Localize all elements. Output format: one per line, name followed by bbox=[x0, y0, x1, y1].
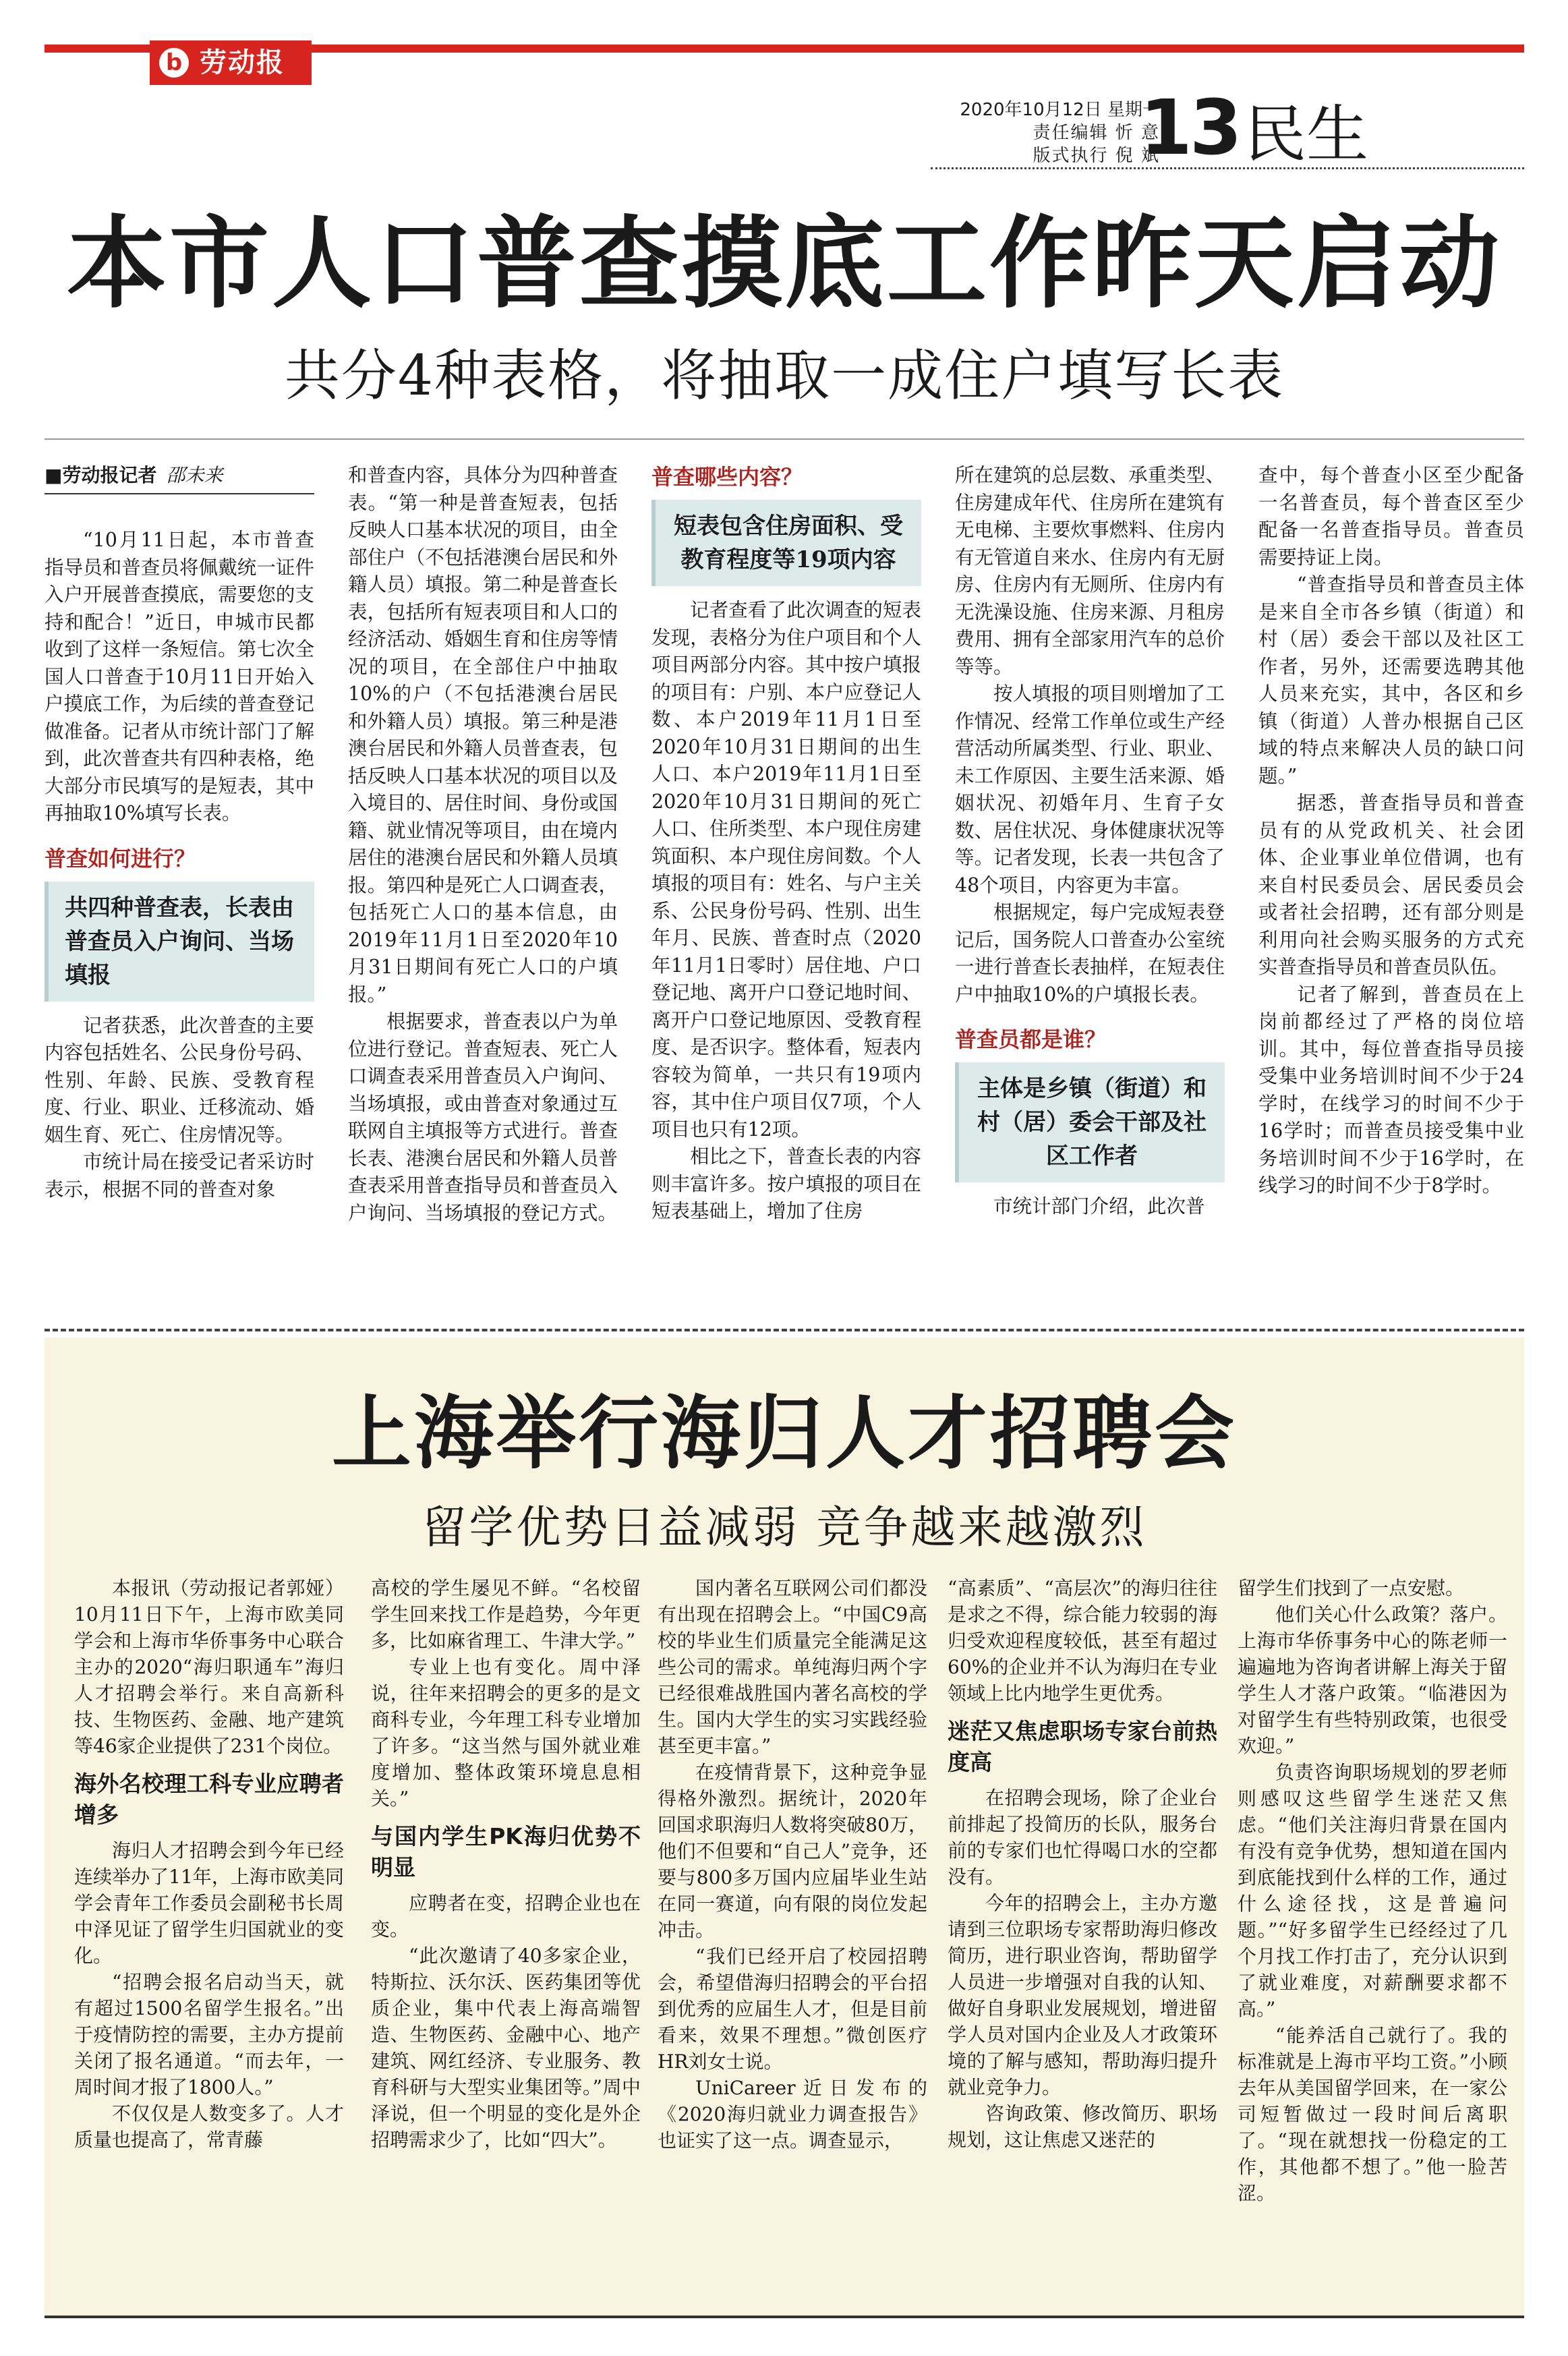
paragraph: 负责咨询职场规划的罗老师则感叹这些留学生迷茫又焦虑。“他们关注海归背景在国内有没有竞争优势，想知道在国内到底能找到什么样的工作，通过什么途径找，这是普遍问题。”“好多留学生已经经过了几个月找工作打击了，充分认识到了就业难度，对薪酬要求都不高。” bbox=[1238, 1761, 1507, 2020]
highlight-box: 主体是乡镇（街道）和村（居）委会干部及社区工作者 bbox=[955, 1062, 1225, 1182]
byline bbox=[45, 462, 314, 494]
paragraph: 记者获悉，此次普查的主要内容包括姓名、公民身份号码、性别、年龄、民族、受教育程度、行业、职业、迁移流动、婚姻生育、死亡、住房情况等。 bbox=[45, 1014, 314, 1146]
page-bottom-rule bbox=[45, 2316, 1524, 2318]
paragraph: 不仅仅是人数变多了。人才质量也提高了，常青藤 bbox=[74, 2102, 344, 2151]
paragraph: 按人填报的项目则增加了工作情况、经常工作单位或生产经营活动所属类型、行业、职业、未工作原因、主要生活来源、婚姻状况、初婚年月、生育子女数、居住状况、身体健康状况等等。记者发现，长表一共包含了48个项目，内容更为丰富。 bbox=[955, 683, 1225, 896]
paragraph: 据悉，普查指导员和普查员有的从党政机关、社会团体、企业事业单位借调，也有来自村民委员会、居民委员会或者社会招聘，还有部分则是利用向社会购买服务的方式充实普查指导员和普查员队伍。 bbox=[1258, 792, 1524, 978]
paragraph: 和普查内容，具体分为四种普查表。“第一种是普查短表，包括反映人口基本状况的项目，由全部住户（不包括港澳台居民和外籍人员）填报。第二种是普查长表，包括所有短表项目和人口的经济活动、婚姻生育和住房等情况的项目，在全部住户中抽取10%的户（不包括港澳台居民和外籍人员）填报。第三种是港澳台居民和外籍人员普查表，包括反映人口基本状况的项目以及入境目的、居住时间、身份或国籍、就业情况等项目，由在境内居住的港澳台居民和外籍人员填报。第四种是死亡人口调查表，包括死亡人口的基本信息，由2019年11月1日至2020年10月31日期间有死亡人口的户填报。” bbox=[348, 464, 618, 1006]
paragraph: 海归人才招聘会到今年已经连续举办了11年，上海市欧美同学会青年工作委员会副秘书长周中泽见证了留学生归国就业的变化。 bbox=[74, 1839, 344, 1967]
article1-column-1 bbox=[45, 462, 314, 1203]
paragraph: 国内著名互联网公司们都没有出现在招聘会上。“中国C9高校的毕业生们质量完全能满足这些公司的需求。单纯海归两个字已经很难战胜国内著名高校的学生。国内大学生的实习实践经验甚至更丰富。” bbox=[658, 1577, 927, 1757]
section-heading: 与国内学生PK海归优势不明显 bbox=[371, 1823, 641, 1880]
paragraph: “高素质”、“高层次”的海归往往是求之不得，综合能力较弱的海归受欢迎程度较低，甚至有超过60%的企业并不认为海归在专业领域上比内地学生更优秀。 bbox=[948, 1577, 1217, 1704]
section-question: 普查哪些内容？ bbox=[651, 464, 803, 490]
section-name: 民生 bbox=[1244, 98, 1369, 171]
article2-column-4 bbox=[948, 1575, 1217, 2153]
paragraph: “我们已经开启了校园招聘会，希望借海归招聘会的平台招到优秀的应届生人才，但是目前看来，效果不理想。”微创医疗HR刘女士说。 bbox=[658, 1945, 927, 2073]
paragraph: “此次邀请了40多家企业，特斯拉、沃尔沃、医药集团等优质企业，集中代表上海高端智造、生物医药、金融中心、地产建筑、网红经济、专业服务、教育科研与大型实业集团等。”周中泽说，但一个明显的变化是外企招聘需求少了，比如“四大”。 bbox=[371, 1945, 641, 2151]
byline-name: 邵未来 bbox=[166, 464, 223, 486]
paragraph: “10月11日起，本市普查指导员和普查员将佩戴统一证件入户开展普查摸底，需要您的支持和配合！”近日，申城市民都收到了这样一条短信。第七次全国人口普查于10月11日开始入户摸底工作，为后续的普查登记做准备。记者从市统计部门了解到，此次普查共有四种表格，绝大部分市民填写的是短表，其中再抽取10%填写长表。 bbox=[45, 529, 314, 824]
article1-subheadline: 共分4种表格，将抽取一成住户填写长表 bbox=[284, 344, 1285, 408]
section-question: 普查如何进行？ bbox=[45, 845, 196, 871]
section-heading: 迷茫又焦虑职场专家台前热度高 bbox=[948, 1718, 1217, 1775]
paragraph: 相比之下，普查长表的内容则丰富许多。按户填报的项目在短表基础上，增加了住房 bbox=[651, 1145, 921, 1222]
paragraph: 今年的招聘会上，主办方邀请到三位职场专家帮助海归修改简历，进行职业咨询，帮助留学人员进一步增强对自我的认知、做好自身职业发展规划，增进留学人员对国内企业及人才政策环境的了解与感知，帮助海归提升就业竞争力。 bbox=[948, 1892, 1217, 2098]
header-dotted-rule bbox=[931, 167, 1524, 169]
issue-date: 2020年10月12日 星期一 bbox=[960, 100, 1160, 120]
paragraph: “招聘会报名启动当天，就有超过1500名留学生报名。”出于疫情防控的需要，主办方提前关闭了报名通道。“而去年，一周时间才报了1800人。” bbox=[74, 1971, 344, 2098]
newspaper-logo bbox=[150, 40, 312, 85]
paragraph: 他们关心什么政策？落户。上海市华侨事务中心的陈老师一遍遍地为咨询者讲解上海关于留学生人才落户政策。“临港因为对留学生有些特别政策，也很受欢迎。” bbox=[1238, 1603, 1507, 1757]
article1-column-3 bbox=[651, 462, 921, 1226]
article1-column-2 bbox=[348, 462, 618, 1227]
article-separator bbox=[45, 1329, 1524, 1331]
page-number: 13 bbox=[1140, 84, 1240, 172]
paragraph: 高校的学生屡见不鲜。“名校留学生回来找工作是趋势，今年更多，比如麻省理工、牛津大学。” bbox=[371, 1577, 641, 1652]
article1-column-5 bbox=[1258, 462, 1524, 1200]
paragraph: 市统计局在接受记者采访时表示，根据不同的普查对象 bbox=[45, 1151, 314, 1201]
paragraph: 市统计部门介绍，此次普 bbox=[993, 1195, 1205, 1217]
article1-column-4 bbox=[955, 462, 1225, 1221]
article1-headline: 本市人口普查摸底工作昨天启动 bbox=[67, 204, 1502, 322]
paragraph: “能养活自己就行了。我的标准就是上海市平均工资。”小顾去年从美国留学回来，在一家公司短暂做过一段时间后离职了。“现在就想找一份稳定的工作，其他都不想了。”他一脸苦涩。 bbox=[1238, 2024, 1507, 2204]
paragraph: 在招聘会现场，除了企业台前排起了投简历的长队，服务台前的专家们也忙得喝口水的空都没有。 bbox=[948, 1787, 1217, 1888]
article2-column-2 bbox=[371, 1575, 641, 2153]
byline-label: ■劳动报记者 bbox=[45, 464, 157, 486]
highlight-box: 短表包含住房面积、受教育程度等19项内容 bbox=[651, 500, 921, 586]
paragraph: 咨询政策、修改简历、职场规划，这让焦虑又迷茫的 bbox=[948, 2102, 1217, 2151]
paragraph: 查中，每个普查小区至少配备一名普查员，每个普查区至少配备一名普查指导员。普查员需要持证上岗。 bbox=[1258, 464, 1524, 569]
highlight-box: 共四种普查表，长表由普查员入户询问、当场填报 bbox=[45, 882, 314, 1002]
paragraph: 本报讯（劳动报记者郭娅）10月11日下午，上海市欧美同学会和上海市华侨事务中心联合主办的2020“海归职通车”海归人才招聘会举行。来自高新科技、生物医药、金融、地产建筑等46家企业提供了231个岗位。 bbox=[74, 1577, 344, 1757]
paragraph: 根据要求，普查表以户为单位进行登记。普查短表、死亡人口调查表采用普查员入户询问、当场填报，或由普查对象通过互联网自主填报等方式进行。普查长表、港澳台居民和外籍人员普查表采用普查指导员和普查员入户询问、当场填报的登记方式。 bbox=[348, 1010, 618, 1224]
editor-credit: 责任编辑 忻 意 bbox=[1033, 123, 1160, 143]
paragraph: 根据规定，每户完成短表登记后，国务院人口普查办公室统一进行普查长表抽样，在短表住户中抽取10%的户填报长表。 bbox=[955, 901, 1225, 1006]
paragraph: 应聘者在变，招聘企业也在变。 bbox=[371, 1892, 641, 1941]
paragraph: 留学生们找到了一点安慰。 bbox=[1238, 1577, 1465, 1599]
article2-column-1 bbox=[74, 1575, 344, 2153]
layout-credit: 版式执行 倪 斌 bbox=[1033, 146, 1160, 166]
paragraph: 所在建筑的总层数、承重类型、住房建成年代、住房所在建筑有无电梯、主要炊事燃料、住房内有无管道自来水、住房内有无厨房、住房内有无厕所、住房内有无洗澡设施、住房来源、月租房费用、拥有全部家用汽车的总价等等。 bbox=[955, 464, 1225, 678]
article2-subheadline: 留学优势日益减弱 竞争越来越激烈 bbox=[422, 1501, 1147, 1553]
section-question: 普查员都是谁？ bbox=[955, 1027, 1107, 1052]
article2-column-3 bbox=[658, 1575, 927, 2154]
section-heading: 海外名校理工科专业应聘者增多 bbox=[74, 1771, 344, 1828]
logo-text: 劳动报 bbox=[200, 47, 285, 78]
paragraph: 专业上也有变化。周中泽说，往年来招聘会的更多的是文商科专业，今年理工科专业增加了许多。“这当然与国外就业难度增加、整体政策环境息息相关。” bbox=[371, 1656, 641, 1810]
logo-b-icon: b bbox=[159, 48, 189, 78]
article2-headline: 上海举行海归人才招聘会 bbox=[331, 1386, 1237, 1480]
paragraph: 记者了解到，普查员在上岗前都经过了严格的岗位培训。其中，每位普查指导员接受集中业务培训时间不少于24学时，在线学习的时间不少于16学时；而普查员接受集中业务培训时间不少于16学时，在线学习的时间不少于8学时。 bbox=[1258, 983, 1524, 1197]
paragraph: “普查指导员和普查员主体是来自全市各乡镇（街道）和村（居）委会干部以及社区工作者，另外，还需要选聘其他人员来充实，其中，各区和乡镇（街道）人普办根据自己区域的特点来解决人员的缺口问题。” bbox=[1258, 573, 1524, 787]
paragraph: UniCareer近日发布的《2020海归就业力调查报告》也证实了这一点。调查显示， bbox=[658, 2077, 927, 2152]
paragraph: 在疫情背景下，这种竞争显得格外激烈。据统计，2020年回国求职海归人数将突破80万，他们不但要和“自己人”竞争，还要与800多万国内应届毕业生站在同一赛道，向有限的岗位发起冲击。 bbox=[658, 1761, 927, 1941]
article2-column-5 bbox=[1238, 1575, 1507, 2206]
article1-rule bbox=[45, 438, 1524, 440]
paragraph: 记者查看了此次调查的短表发现，表格分为住户项目和个人项目两部分内容。其中按户填报的项目有：户别、本户应登记人数、本户2019年11月1日至2020年10月31日期间的出生人口、本户2019年11月1日至2020年10月31日期间的死亡人口、住所类型、本户现住房建筑面积、本户现住房间数。个人填报的项目有：姓名、与户主关系、公民身份号码、性别、出生年月、民族、普查时点（2020年11月1日零时）居住地、户口登记地、离开户口登记地时间、离开户口登记地原因、受教育程度、是否识字。整体看，短表内容较为简单，一共只有19项内容，其中住户项目仅7项，个人项目也只有12项。 bbox=[651, 599, 921, 1141]
